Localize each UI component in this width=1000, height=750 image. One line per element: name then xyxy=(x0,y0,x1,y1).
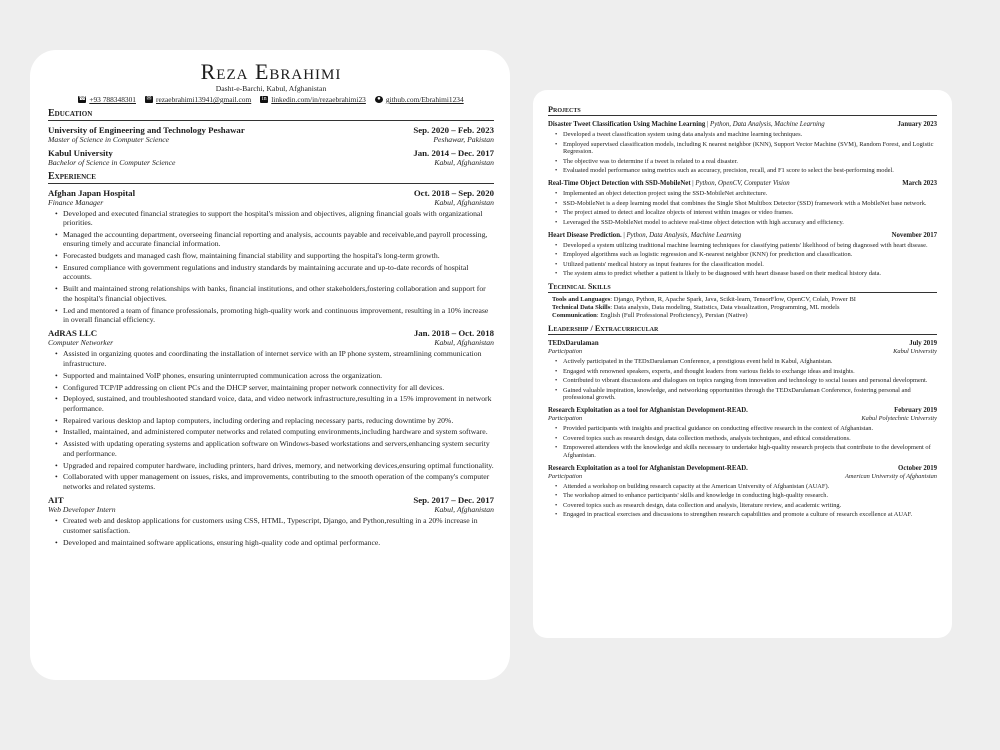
section-skills-heading: Technical Skills xyxy=(548,282,937,293)
project-title xyxy=(548,120,825,129)
contact-item[interactable] xyxy=(260,94,366,105)
project-name: Heart Disease Prediction. xyxy=(548,231,622,239)
skills-list xyxy=(548,296,937,320)
entry-row xyxy=(48,148,494,158)
bullet-item: • Upgraded and repaired computer hardware, including printers, hard drives, memory, and networking devices,ensuring optimal functionality. xyxy=(63,461,494,470)
bullet-item: • Covered topics such as research design, data collection and analysis, literature review, and academic writing. xyxy=(563,502,937,510)
entry-row xyxy=(48,188,494,198)
school-name: University of Engineering and Technology Peshawar xyxy=(48,125,245,135)
role: Participation xyxy=(548,348,583,356)
dates: Sep. 2020 – Feb. 2023 xyxy=(413,125,494,135)
location: Kabul, Afghanistan xyxy=(434,197,494,207)
separator: | xyxy=(690,180,696,188)
dates: Sep. 2017 – Dec. 2017 xyxy=(413,495,494,506)
skill-row xyxy=(552,312,937,320)
separator: | xyxy=(705,121,711,128)
bullet-item: • Implemented an object detection project using the SSD-MobileNet architecture. xyxy=(563,190,937,198)
role: Participation xyxy=(548,415,583,423)
location: Kabul Polytechnic University xyxy=(861,415,937,423)
project-entry xyxy=(548,231,937,278)
bullet-item: • Covered topics such as research design, data collection methods, analysis techniques, and ethical considerations. xyxy=(563,435,937,443)
bullet-item: • Employed algorithms such as logistic regression and K-nearest neighbor (KNN) for prediction and classification. xyxy=(563,251,937,259)
leadership-entry xyxy=(548,339,937,402)
organization-name: AdRAS LLC xyxy=(48,328,98,339)
bullet-item: • Provided participants with insights and practical guidance on conducting effective research in the context of Afghanistan. xyxy=(563,425,937,433)
dates: Jan. 2014 – Dec. 2017 xyxy=(413,148,494,159)
bullet-item: • Led and mentored a team of finance professionals, promoting high-quality work and continuous improvement, resulting in a 10% increase in overall financial efficiency. xyxy=(63,306,494,325)
activity-name: Research Exploitation as a tool for Afghanistan Development-READ. xyxy=(548,465,748,473)
entry-row xyxy=(548,415,937,423)
location: Kabul University xyxy=(893,348,937,356)
contact-item[interactable] xyxy=(78,94,136,105)
contact-item[interactable] xyxy=(145,94,251,105)
bullet-item: • Engaged with renowned speakers, experts, and thought leaders from various fields to exchange ideas and insights. xyxy=(563,368,937,376)
project-tech: Python, OpenCV, Computer Vision xyxy=(695,180,790,188)
section-projects-heading: Projects xyxy=(548,105,937,116)
bullet-item: • The workshop aimed to enhance participants' skills and knowledge in conducting high-quality research. xyxy=(563,492,937,500)
contact-text[interactable]: +93 788348301 xyxy=(89,95,136,104)
experience-entry xyxy=(48,328,494,491)
location: Kabul, Afghanistan xyxy=(434,338,494,348)
contact-item[interactable] xyxy=(375,94,464,105)
skill-row xyxy=(552,296,937,304)
project-name: Real-Time Object Detection with SSD-MobileNet xyxy=(548,180,691,188)
linkedin-icon: in xyxy=(261,96,267,102)
skill-label: Communication xyxy=(552,312,597,320)
dates: Jan. 2018 – Oct. 2018 xyxy=(413,328,494,339)
location: Kabul, Afghanistan xyxy=(434,505,494,515)
project-entry xyxy=(548,120,937,175)
location: American University of Afghanistan xyxy=(844,473,937,481)
bullet-item: • Assisted with updating operating systems and application software on Windows-based workstations and servers,enhancing system security and performance. xyxy=(63,439,494,458)
location: Peshawar, Pakistan xyxy=(433,135,494,144)
email-icon: ✉ xyxy=(146,96,152,102)
entry-row xyxy=(48,198,494,207)
bullet-list xyxy=(548,483,937,519)
bullet-item: • Created web and desktop applications for customers using CSS, HTML, Typescript, Django, and Python,resulting in a 20% increase in customer satisfaction. xyxy=(63,516,494,535)
contact-bar xyxy=(48,94,494,105)
address: Dasht-e-Barchi, Kabul, Afghanistan xyxy=(215,84,327,93)
section-experience-heading: Experience xyxy=(48,171,494,184)
projects-list xyxy=(548,120,937,278)
bullet-list xyxy=(548,190,937,226)
entry-row xyxy=(48,495,494,505)
entry-row xyxy=(548,339,937,348)
bullet-list xyxy=(48,516,494,546)
bullet-item: • Managed the accounting department, overseeing financial reporting and analysis, accounts payable and receivable,and payroll processing, ensuring timely and accurate financial information. xyxy=(63,230,494,249)
bullet-list xyxy=(48,209,494,324)
entry-row xyxy=(48,338,494,347)
skill-label: Tools and Languages xyxy=(552,296,611,304)
bullet-list xyxy=(48,349,494,491)
date: November 2017 xyxy=(891,231,937,239)
section-education-heading: Education xyxy=(48,108,494,121)
entry-row xyxy=(548,473,937,481)
bullet-item: • Assisted in organizing quotes and coordinating the installation of internet service with an IP phone system, streamlining communication infrastructure. xyxy=(63,349,494,368)
bullet-item: • Gained valuable inspiration, knowledge, and networking opportunities through the TEDxDarulaman Conference, fostering personal and professional growth. xyxy=(563,387,937,403)
separator: | xyxy=(621,231,627,239)
bullet-item: • Developed a system utilizing traditional machine learning techniques for classifying patients' likelihood of being diagnosed with heart disease. xyxy=(563,242,937,250)
project-tech: Python, Data Analysis, Machine Learning xyxy=(626,231,742,239)
bullet-item: • Attended a workshop on building research capacity at the American University of Afghanistan (AUAF). xyxy=(563,483,937,491)
bullet-item: • Forecasted budgets and managed cash flow, maintaining financial stability and supporting the hospital's long-term growth. xyxy=(63,251,494,260)
activity-name: TEDxDarulaman xyxy=(548,340,599,348)
bullet-item: • Supported and maintained VoIP phones, ensuring uninterrupted communication across the organization. xyxy=(63,371,494,380)
project-tech: Python, Data Analysis, Machine Learning xyxy=(710,121,825,128)
activity-name: Research Exploitation as a tool for Afghanistan Development-READ. xyxy=(548,407,748,415)
entry-row xyxy=(548,231,937,240)
resume-page-2 xyxy=(533,90,952,638)
experience-entry xyxy=(48,188,494,325)
resume-page-1 xyxy=(30,50,510,680)
bullet-item: • Deployed, sustained, and troubleshooted standard voice, data, and video network infrastructure,resulting in a 15% improvement in network performance. xyxy=(63,394,494,413)
bullet-item: • Installed, maintained, and administered computer networks and related computing environments,including hardware and system software. xyxy=(63,427,494,436)
entry-row xyxy=(548,179,937,188)
bullet-item: • The system aims to predict whether a patient is likely to be diagnosed with heart disease based on their medical history data. xyxy=(563,270,937,278)
entry-row xyxy=(548,120,937,129)
job-title: Finance Manager xyxy=(48,197,104,207)
contact-text[interactable]: github.com/Ebrahimi1234 xyxy=(385,95,464,104)
organization-name: AIT xyxy=(48,495,64,506)
bullet-item: • SSD-MobileNet is a deep learning model that combines the Single Shot Multibox Detector (SSD) framework with a MobileNet base network. xyxy=(563,200,937,208)
school-name: Kabul University xyxy=(48,148,113,159)
job-title: Web Developer Intern xyxy=(48,505,116,515)
date: March 2023 xyxy=(902,180,937,188)
education-entry xyxy=(48,125,494,144)
bullet-item: • Configured TCP/IP addressing on client PCs and the DHCP server, maintaining proper network connectivity for all devices. xyxy=(63,383,494,392)
entry-row xyxy=(548,406,937,415)
date: July 2019 xyxy=(909,340,937,348)
entry-row xyxy=(548,348,937,356)
bullet-item: • Empowered attendees with the knowledge and skills necessary to undertake high-quality research projects that contribute to the development of Afghanistan. xyxy=(563,444,937,460)
bullet-item: • Actively participated in the TEDxDarulaman Conference, a prestigious event held in Kabul, Afghanistan. xyxy=(563,358,937,366)
bullet-item: • Developed and maintained software applications, ensuring high-quality code and optimal performance. xyxy=(63,538,494,547)
bullet-item: • Developed and executed financial strategies to support the hospital's mission and objectives, aligning financial goals with organizational priorities. xyxy=(63,209,494,228)
bullet-item: • Leveraged the SSD-MobileNet model to achieve real-time object detection with high accuracy and efficiency. xyxy=(563,219,937,227)
bullet-item: • Built and maintained strong relationships with banks, financial institutions, and other stakeholders,fostering collaboration and support for the hospital's financial objectives. xyxy=(63,284,494,303)
role: Participation xyxy=(548,473,583,481)
bullet-list xyxy=(548,242,937,278)
bullet-list xyxy=(548,425,937,460)
github-icon: ● xyxy=(375,96,383,103)
organization-name: Afghan Japan Hospital xyxy=(48,187,136,198)
bullet-list xyxy=(548,131,937,175)
dates: Oct. 2018 – Sep. 2020 xyxy=(413,187,494,198)
entry-row xyxy=(48,125,494,135)
skill-label: Technical Data Skills xyxy=(552,304,611,312)
bullet-item: • Collaborated with upper management on issues, risks, and improvements, contributing to the smooth operation of the company's computer networks and related systems. xyxy=(63,472,494,491)
date: February 2019 xyxy=(894,407,937,415)
degree: Bachelor of Science in Computer Science xyxy=(48,158,176,168)
bullet-item: • Developed a tweet classification system using data analysis and machine learning techniques. xyxy=(563,131,937,139)
location: Kabul, Afghanistan xyxy=(434,158,494,168)
project-entry xyxy=(548,179,937,226)
project-title xyxy=(548,179,790,188)
education-list xyxy=(48,125,494,168)
contact-text[interactable]: rezaebrahimi13941@gmail.com xyxy=(155,95,252,104)
entry-row xyxy=(48,505,494,514)
bullet-item: • The objective was to determine if a tweet is related to a real disaster. xyxy=(563,158,937,166)
bullet-item: • The project aimed to detect and localize objects of interest within images or video frames. xyxy=(563,209,937,217)
bullet-item: • Ensured compliance with government regulations and industry standards by maintaining accurate and up-to-date records of hospital accounts. xyxy=(63,263,494,282)
skill-value: : Django, Python, R, Apache Spark, Java, Scikit-learn, TensorFlow, OpenCV, Colab, Power BI xyxy=(610,296,856,304)
skill-row xyxy=(552,304,937,312)
leadership-list xyxy=(548,339,937,519)
date: October 2019 xyxy=(898,465,937,473)
entry-row xyxy=(48,135,494,144)
candidate-name: Reza Ebrahimi xyxy=(200,59,342,84)
bullet-item: • Evaluated model performance using metrics such as accuracy, precision, recall, and F1 score to select the best-performing model. xyxy=(563,167,937,175)
bullet-item: • Contributed to vibrant discussions and dialogues on topics ranging from innovation and technology to social issues and personal development. xyxy=(563,377,937,385)
education-entry xyxy=(48,148,494,167)
bullet-item: • Repaired various desktop and laptop computers, including ordering and replacing necessary parts, reducing downtime by 20%. xyxy=(63,416,494,425)
leadership-entry xyxy=(548,464,937,519)
job-title: Computer Networker xyxy=(48,338,114,348)
bullet-item: • Utilized patients' medical history as input features for the classification model. xyxy=(563,261,937,269)
project-name: Disaster Tweet Classification Using Machine Learning xyxy=(548,121,706,128)
skill-value: : Data analysis, Data modeling, Statistics, Data visualization, Programming, ML models xyxy=(610,304,840,312)
section-leadership-heading: Leadership / Extracurricular xyxy=(548,324,937,335)
bullet-list xyxy=(548,358,937,402)
project-title xyxy=(548,231,741,240)
experience-entry xyxy=(48,495,494,547)
contact-text[interactable]: linkedin.com/in/rezaebrahimi23 xyxy=(271,95,366,104)
leadership-entry xyxy=(548,406,937,460)
entry-row xyxy=(48,158,494,167)
date: January 2023 xyxy=(897,121,937,128)
entry-row xyxy=(548,464,937,473)
entry-row xyxy=(48,328,494,338)
bullet-item: • Employed supervised classification models, including K nearest neighbor (KNN), Support Vector Machine (SVM), Random Forest, and Logistic Regression. xyxy=(563,141,937,157)
bullet-item: • Engaged in practical exercises and discussions to strengthen research capabilities and promote a culture of research excellence at AUAF. xyxy=(563,511,937,519)
skill-value: : English (Full Professional Proficiency), Persian (Native) xyxy=(596,312,748,320)
phone-icon: ☎ xyxy=(78,96,87,102)
experience-list xyxy=(48,188,494,547)
degree: Master of Science in Computer Science xyxy=(48,135,170,144)
